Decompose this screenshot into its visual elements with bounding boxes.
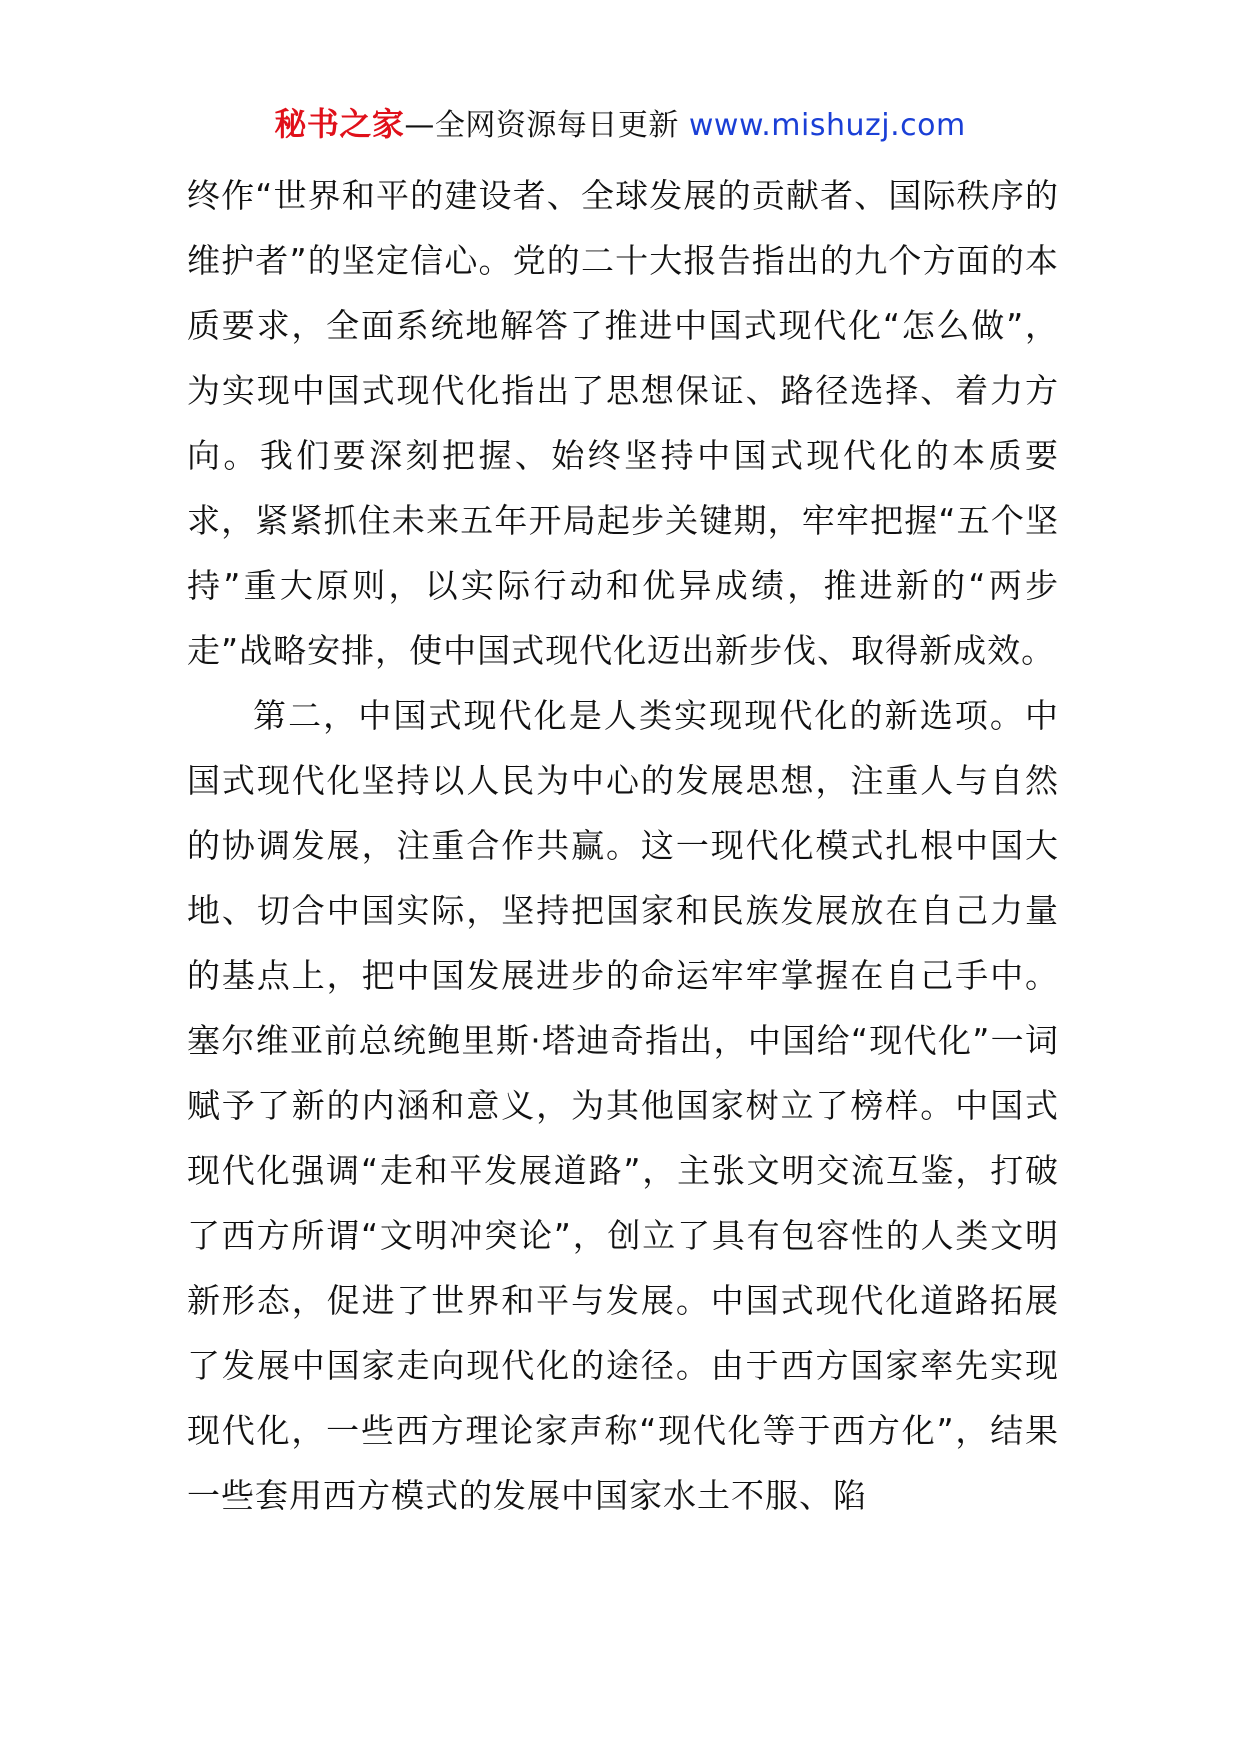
brand-name: 秘书之家 (274, 105, 405, 143)
header-tagline: —全网资源每日更新 (404, 108, 689, 143)
paragraph-continued: 终作“世界和平的建设者、全球发展的贡献者、国际秩序的维护者”的坚定信心。党的二十大报告指出的九个方面的本质要求，全面系统地解答了推进中国式现代化“怎么做”，为实现中国式现代化指出了思想保证、路径选择、着力方向。我们要深刻把握、始终坚持中国式现代化的本质要求，紧紧抓住未来五年开局起步关键期，牢牢把握“五个坚持”重大原则，以实际行动和优异成绩，推进新的“两步走”战略安排，使中国式现代化迈出新步伐、取得新成效。 (187, 176, 1059, 670)
site-url-link[interactable]: www.mishuzj.com (688, 108, 966, 143)
page-header (0, 104, 1240, 146)
document-body (187, 163, 1059, 1528)
paragraph-second-point: 第二，中国式现代化是人类实现现代化的新选项。中国式现代化坚持以人民为中心的发展思想，注重人与自然的协调发展，注重合作共赢。这一现代化模式扎根中国大地、切合中国实际，坚持把国家和民族发展放在自己力量的基点上，把中国发展进步的命运牢牢掌握在自己手中。塞尔维亚前总统鲍里斯·塔迪奇指出，中国给“现代化”一词赋予了新的内涵和意义，为其他国家树立了榜样。中国式现代化强调“走和平发展道路”，主张文明交流互鉴，打破了西方所谓“文明冲突论”，创立了具有包容性的人类文明新形态，促进了世界和平与发展。中国式现代化道路拓展了发展中国家走向现代化的途径。由于西方国家率先实现现代化，一些西方理论家声称“现代化等于西方化”，结果一些套用西方模式的发展中国家水土不服、陷 (187, 696, 1059, 1515)
